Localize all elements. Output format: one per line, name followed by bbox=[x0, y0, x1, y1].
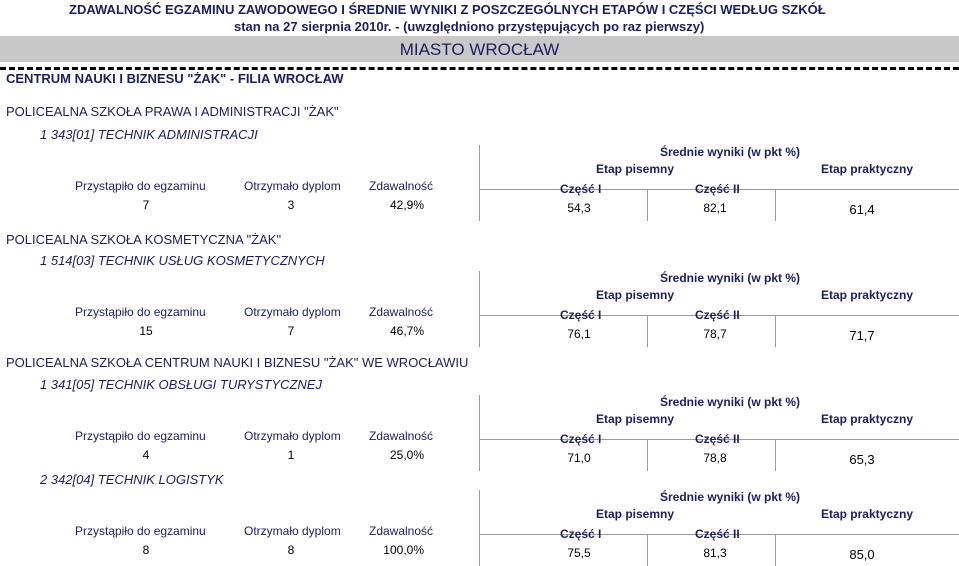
czesc2-value: 81,3 bbox=[703, 546, 727, 560]
przystapilo-header: Przystąpiło do egzaminu bbox=[75, 179, 206, 193]
czesc1-header: Część I bbox=[560, 308, 602, 322]
czesc2-header: Część II bbox=[695, 182, 740, 196]
otrzymalo-value: 7 bbox=[287, 324, 295, 338]
czesc2-header: Część II bbox=[695, 308, 740, 322]
srednie-header: Średnie wyniki (w pkt %) bbox=[660, 490, 801, 504]
report-title: ZDAWALNOŚĆ EGZAMINU ZAWODOWEGO I ŚREDNIE WYNIKI Z POSZCZEGÓLNYCH ETAPÓW I CZĘŚCI WEDŁUG SZKÓŁ bbox=[69, 2, 826, 17]
przystapilo-value: 4 bbox=[142, 448, 150, 462]
czesc1-header: Część I bbox=[560, 527, 602, 541]
etap-pisemny-header: Etap pisemny bbox=[595, 507, 675, 521]
praktyczny-value: 61,4 bbox=[849, 202, 875, 217]
otrzymalo-value: 1 bbox=[287, 448, 295, 462]
table-divider bbox=[479, 395, 480, 471]
table-divider bbox=[647, 439, 648, 471]
school-name: POLICEALNA SZKOŁA KOSMETYCZNA "ŻAK" bbox=[6, 232, 282, 247]
profession-name: 1 343[01] TECHNIK ADMINISTRACJI bbox=[40, 127, 258, 142]
table-divider bbox=[647, 189, 648, 221]
otrzymalo-header: Otrzymało dyplom bbox=[244, 305, 341, 319]
otrzymalo-header: Otrzymało dyplom bbox=[244, 179, 341, 193]
zdawalnosc-value: 100,0% bbox=[383, 543, 424, 557]
czesc1-value: 76,1 bbox=[567, 327, 591, 341]
center-name: CENTRUM NAUKI I BIZNESU "ŻAK" - FILIA WROCŁAW bbox=[6, 71, 344, 86]
przystapilo-value: 15 bbox=[139, 324, 153, 338]
etap-pisemny-header: Etap pisemny bbox=[595, 412, 675, 426]
czesc2-value: 82,1 bbox=[703, 201, 727, 215]
czesc1-value: 75,5 bbox=[567, 546, 591, 560]
otrzymalo-header: Otrzymało dyplom bbox=[244, 429, 341, 443]
table-divider bbox=[775, 534, 776, 566]
city-title: MIASTO WROCŁAW bbox=[399, 40, 560, 59]
srednie-header: Średnie wyniki (w pkt %) bbox=[660, 395, 801, 409]
table-divider bbox=[775, 315, 776, 347]
table-divider bbox=[479, 145, 480, 221]
zdawalnosc-header: Zdawalność bbox=[369, 305, 434, 319]
table-divider bbox=[479, 271, 480, 347]
czesc2-value: 78,7 bbox=[703, 327, 727, 341]
etap-pisemny-header: Etap pisemny bbox=[595, 162, 675, 176]
school-name: POLICEALNA SZKOŁA CENTRUM NAUKI I BIZNESU "ŻAK" WE WROCŁAWIU bbox=[6, 355, 469, 370]
praktyczny-value: 65,3 bbox=[849, 452, 875, 467]
profession-name: 1 514[03] TECHNIK USŁUG KOSMETYCZNYCH bbox=[40, 253, 325, 268]
otrzymalo-value: 3 bbox=[287, 198, 295, 212]
dashed-divider bbox=[0, 67, 959, 70]
praktyczny-value: 71,7 bbox=[849, 328, 875, 343]
profession-name: 1 341[05] TECHNIK OBSŁUGI TURYSTYCZNEJ bbox=[40, 377, 322, 392]
otrzymalo-value: 8 bbox=[287, 543, 295, 557]
etap-praktyczny-header: Etap praktyczny bbox=[820, 507, 914, 521]
przystapilo-header: Przystąpiło do egzaminu bbox=[75, 524, 206, 538]
etap-praktyczny-header: Etap praktyczny bbox=[820, 412, 914, 426]
etap-pisemny-header: Etap pisemny bbox=[595, 288, 675, 302]
czesc1-header: Część I bbox=[560, 182, 602, 196]
school-name: POLICEALNA SZKOŁA PRAWA I ADMINISTRACJI "ŻAK" bbox=[6, 104, 339, 119]
zdawalnosc-header: Zdawalność bbox=[369, 179, 434, 193]
czesc1-value: 71,0 bbox=[567, 451, 591, 465]
etap-praktyczny-header: Etap praktyczny bbox=[820, 162, 914, 176]
report-subtitle: stan na 27 sierpnia 2010r. - (uwzględniono przystępujących po raz pierwszy) bbox=[234, 19, 705, 34]
praktyczny-value: 85,0 bbox=[849, 547, 875, 562]
otrzymalo-header: Otrzymało dyplom bbox=[244, 524, 341, 538]
przystapilo-header: Przystąpiło do egzaminu bbox=[75, 429, 206, 443]
table-divider bbox=[647, 315, 648, 347]
zdawalnosc-value: 46,7% bbox=[389, 324, 424, 338]
table-divider bbox=[647, 534, 648, 566]
table-divider bbox=[479, 490, 480, 566]
czesc2-header: Część II bbox=[695, 432, 740, 446]
czesc2-header: Część II bbox=[695, 527, 740, 541]
srednie-header: Średnie wyniki (w pkt %) bbox=[660, 145, 801, 159]
profession-name: 2 342[04] TECHNIK LOGISTYK bbox=[40, 472, 224, 487]
przystapilo-header: Przystąpiło do egzaminu bbox=[75, 305, 206, 319]
zdawalnosc-value: 25,0% bbox=[389, 448, 424, 462]
zdawalnosc-value: 42,9% bbox=[389, 198, 424, 212]
czesc1-value: 54,3 bbox=[567, 201, 591, 215]
etap-praktyczny-header: Etap praktyczny bbox=[820, 288, 914, 302]
zdawalnosc-header: Zdawalność bbox=[369, 429, 434, 443]
srednie-header: Średnie wyniki (w pkt %) bbox=[660, 271, 801, 285]
table-divider bbox=[775, 439, 776, 471]
zdawalnosc-header: Zdawalność bbox=[369, 524, 434, 538]
czesc1-header: Część I bbox=[560, 432, 602, 446]
przystapilo-value: 7 bbox=[142, 198, 150, 212]
przystapilo-value: 8 bbox=[142, 543, 150, 557]
table-divider bbox=[775, 189, 776, 221]
czesc2-value: 78,8 bbox=[703, 451, 727, 465]
